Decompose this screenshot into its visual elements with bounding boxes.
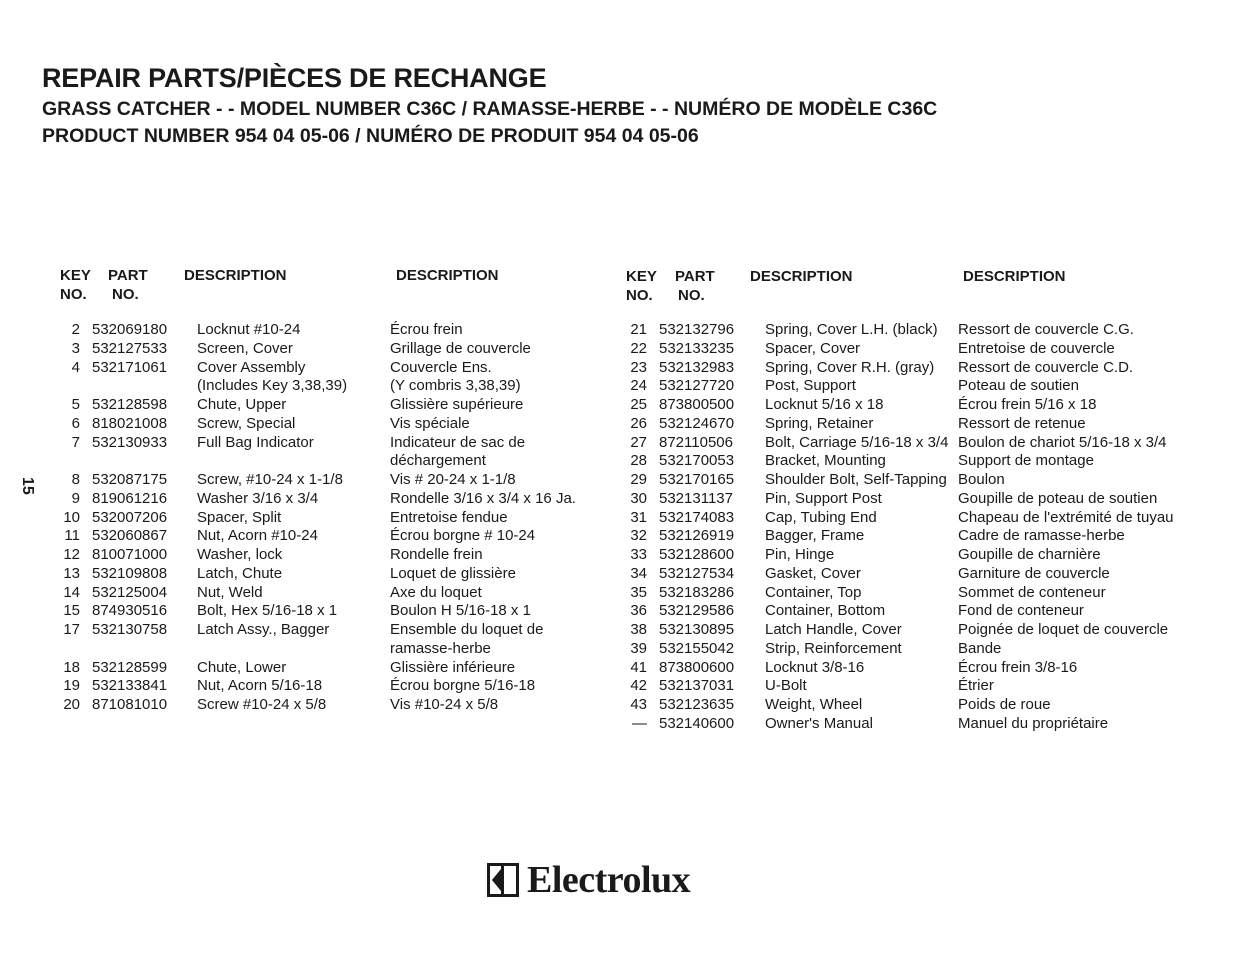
part-number-cell: 532123635 bbox=[659, 696, 735, 713]
table-row bbox=[54, 377, 599, 396]
table-row bbox=[54, 602, 599, 621]
table-row bbox=[54, 490, 599, 509]
logo-text: Electrolux bbox=[527, 859, 691, 901]
table-row bbox=[621, 452, 1231, 471]
description-fr-cell: Poteau de soutien bbox=[958, 377, 1079, 395]
table-row bbox=[621, 584, 1231, 603]
table-row bbox=[621, 565, 1231, 584]
table-row bbox=[621, 621, 1231, 640]
key-cell: 19 bbox=[63, 677, 80, 695]
description-fr-cell: déchargement bbox=[390, 452, 486, 470]
description-fr-cell: Rondelle frein bbox=[390, 546, 483, 563]
description-cell: Strip, Reinforcement bbox=[765, 639, 902, 657]
part-number-cell: 532007206 bbox=[92, 508, 168, 526]
description-fr-cell: ramasse-herbe bbox=[390, 639, 491, 657]
description-fr-cell: Goupille de poteau de soutien bbox=[958, 489, 1158, 507]
part-number-cell: 818021008 bbox=[92, 414, 168, 432]
description-fr-cell: Boulon H 5/16-18 x 1 bbox=[390, 602, 531, 620]
description-fr-cell: Couvercle Ens. bbox=[390, 358, 492, 376]
description-cell: Screw, #10-24 x 1-1/8 bbox=[197, 471, 343, 488]
description-fr-cell: Manuel du propriétaire bbox=[958, 714, 1109, 732]
description-cell: Cap, Tubing End bbox=[765, 508, 877, 526]
table-row bbox=[621, 715, 1231, 734]
table-row bbox=[621, 659, 1231, 678]
part-number-cell: 532130933 bbox=[92, 433, 168, 451]
description-fr-cell: Glissière supérieure bbox=[390, 396, 524, 413]
part-number-cell: 532127720 bbox=[659, 377, 735, 395]
description-cell: Locknut 5/16 x 18 bbox=[765, 396, 884, 413]
key-cell: 32 bbox=[630, 527, 647, 545]
description-cell: Latch Handle, Cover bbox=[765, 621, 902, 638]
table-row bbox=[621, 696, 1231, 715]
key-header: KEY bbox=[626, 268, 657, 285]
key-cell: 41 bbox=[630, 658, 647, 676]
description-cell: Cover Assembly bbox=[197, 358, 306, 376]
part-number-cell: 532127534 bbox=[659, 564, 735, 582]
part-number-cell: 532109808 bbox=[92, 564, 168, 582]
key-cell: 26 bbox=[630, 414, 647, 432]
key-cell: 2 bbox=[71, 321, 80, 338]
table-row bbox=[621, 546, 1231, 565]
key-cell: 27 bbox=[630, 433, 647, 451]
table-row bbox=[621, 527, 1231, 546]
description-cell: Container, Top bbox=[765, 583, 862, 601]
product-subtitle: PRODUCT NUMBER 954 04 05-06 / NUMÉRO DE PRODUIT 954 04 05-06 bbox=[42, 125, 699, 147]
description-header: DESCRIPTION bbox=[750, 268, 853, 285]
description-cell: Bolt, Carriage 5/16-18 x 3/4 bbox=[765, 433, 949, 451]
table-row bbox=[621, 396, 1231, 415]
description-fr-cell: Ressort de retenue bbox=[958, 414, 1086, 432]
description-fr-cell: Loquet de glissière bbox=[390, 564, 516, 582]
key-cell: 5 bbox=[71, 396, 80, 413]
description-cell: Spring, Cover L.H. (black) bbox=[765, 321, 938, 338]
description-fr-cell: Poignée de loquet de couvercle bbox=[958, 621, 1169, 638]
key-cell: 14 bbox=[63, 583, 80, 601]
part-number-cell: 532140600 bbox=[659, 714, 735, 732]
part-number-cell: 532131137 bbox=[659, 489, 733, 507]
description-cell: Chute, Upper bbox=[197, 396, 287, 413]
description-fr-cell: Axe du loquet bbox=[390, 583, 482, 601]
description-cell: Nut, Weld bbox=[197, 583, 263, 601]
electrolux-logo-icon bbox=[487, 863, 519, 897]
table-row bbox=[54, 321, 599, 340]
part-number-cell: 532087175 bbox=[92, 471, 168, 488]
description-fr-cell: Vis # 20-24 x 1-1/8 bbox=[390, 471, 516, 488]
key-cell: 7 bbox=[71, 433, 80, 451]
key-no-header: NO. bbox=[60, 286, 87, 303]
part-number-cell: 532133235 bbox=[659, 339, 735, 357]
key-cell: 34 bbox=[630, 564, 647, 582]
part-number-cell: 532060867 bbox=[92, 527, 168, 545]
description-fr-cell: Boulon bbox=[958, 471, 1005, 488]
table-row bbox=[621, 377, 1231, 396]
description-fr-cell: Écrou frein 5/16 x 18 bbox=[958, 396, 1097, 413]
part-number-cell: 532130895 bbox=[659, 621, 735, 638]
key-cell: 22 bbox=[630, 339, 647, 357]
key-cell: 36 bbox=[630, 602, 647, 620]
key-cell: 30 bbox=[630, 489, 647, 507]
part-header: PART bbox=[108, 267, 148, 284]
table-row bbox=[54, 659, 599, 678]
description-cell: Washer 3/16 x 3/4 bbox=[197, 489, 319, 507]
description-fr-cell: Cadre de ramasse-herbe bbox=[958, 527, 1125, 545]
part-number-cell: 532069180 bbox=[92, 321, 168, 338]
description-cell: Screw, Special bbox=[197, 414, 296, 432]
part-number-cell: 532124670 bbox=[659, 414, 735, 432]
table-row bbox=[54, 565, 599, 584]
description-fr-cell: Entretoise fendue bbox=[390, 508, 508, 526]
key-no-header: NO. bbox=[626, 287, 653, 304]
key-cell: 23 bbox=[630, 358, 647, 376]
key-cell: 39 bbox=[630, 639, 647, 657]
table-row bbox=[621, 509, 1231, 528]
key-cell: 10 bbox=[63, 508, 80, 526]
table-row bbox=[621, 677, 1231, 696]
table-row bbox=[621, 602, 1231, 621]
part-number-cell: 532133841 bbox=[92, 677, 168, 695]
table-row bbox=[54, 640, 599, 659]
part-header: PART bbox=[675, 268, 715, 285]
table-row bbox=[54, 415, 599, 434]
description-cell: Spring, Cover R.H. (gray) bbox=[765, 358, 935, 376]
description-cell: Gasket, Cover bbox=[765, 564, 861, 582]
description-fr-cell: Boulon de chariot 5/16-18 x 3/4 bbox=[958, 433, 1167, 451]
key-cell: 29 bbox=[630, 471, 647, 488]
description-fr-cell: (Y combris 3,38,39) bbox=[390, 377, 521, 395]
description-fr-cell: Entretoise de couvercle bbox=[958, 339, 1115, 357]
description-fr-cell: Garniture de couvercle bbox=[958, 564, 1110, 582]
page-title: REPAIR PARTS/PIÈCES DE RECHANGE bbox=[42, 63, 547, 93]
description-cell: (Includes Key 3,38,39) bbox=[197, 377, 348, 395]
part-number-cell: 532174083 bbox=[659, 508, 735, 526]
part-number-cell: 532129586 bbox=[659, 602, 735, 620]
description-fr-cell: Support de montage bbox=[958, 452, 1094, 470]
description-fr-cell: Ensemble du loquet de bbox=[390, 621, 544, 638]
part-number-cell: 532132983 bbox=[659, 358, 735, 376]
key-cell: 24 bbox=[630, 377, 647, 395]
table-row bbox=[54, 396, 599, 415]
description-cell: Spacer, Cover bbox=[765, 339, 861, 357]
part-number-cell: 532128599 bbox=[92, 658, 168, 676]
key-cell: 8 bbox=[71, 471, 80, 488]
description-cell: Locknut #10-24 bbox=[197, 321, 301, 338]
table-row bbox=[54, 452, 599, 471]
right-parts-table bbox=[621, 321, 1231, 734]
description-fr-cell: Écrou borgne 5/16-18 bbox=[390, 677, 536, 695]
part-no-header: NO. bbox=[112, 286, 139, 303]
description-cell: Post, Support bbox=[765, 377, 856, 395]
table-row bbox=[54, 434, 599, 453]
description-fr-header: DESCRIPTION bbox=[396, 267, 499, 284]
part-number-cell: 532126919 bbox=[659, 527, 735, 545]
key-cell: 31 bbox=[630, 508, 647, 526]
description-fr-cell: Étrier bbox=[958, 677, 994, 695]
part-number-cell: 532170165 bbox=[659, 471, 735, 488]
part-number-cell: 532132796 bbox=[659, 321, 735, 338]
description-cell: Pin, Hinge bbox=[765, 546, 835, 563]
table-row bbox=[54, 527, 599, 546]
right-table-header bbox=[626, 267, 1226, 307]
description-cell: Nut, Acorn 5/16-18 bbox=[197, 677, 323, 695]
model-subtitle: GRASS CATCHER - - MODEL NUMBER C36C / RAMASSE-HERBE - - NUMÉRO DE MODÈLE C36C bbox=[42, 98, 938, 120]
description-fr-cell: Écrou borgne # 10-24 bbox=[390, 527, 536, 545]
key-cell: 6 bbox=[71, 414, 80, 432]
description-cell: Nut, Acorn #10-24 bbox=[197, 527, 318, 545]
description-cell: Spring, Retainer bbox=[765, 414, 874, 432]
part-number-cell: 874930516 bbox=[92, 602, 168, 620]
description-cell: Bolt, Hex 5/16-18 x 1 bbox=[197, 602, 338, 620]
description-cell: Full Bag Indicator bbox=[197, 433, 314, 451]
key-header: KEY bbox=[60, 267, 91, 284]
description-fr-cell: Poids de roue bbox=[958, 696, 1051, 713]
part-number-cell: 532137031 bbox=[659, 677, 735, 695]
description-cell: Shoulder Bolt, Self-Tapping bbox=[765, 471, 947, 488]
key-cell: 38 bbox=[630, 621, 647, 638]
part-number-cell: 532130758 bbox=[92, 621, 168, 638]
table-row bbox=[621, 490, 1231, 509]
description-fr-cell: Vis #10-24 x 5/8 bbox=[390, 696, 499, 713]
brand-logo bbox=[487, 860, 690, 900]
description-cell: Screen, Cover bbox=[197, 339, 293, 357]
description-cell: Container, Bottom bbox=[765, 602, 886, 620]
description-fr-cell: Fond de conteneur bbox=[958, 602, 1084, 620]
key-cell: 28 bbox=[630, 452, 647, 470]
table-row bbox=[54, 584, 599, 603]
key-cell: 42 bbox=[630, 677, 647, 695]
description-fr-cell: Sommet de conteneur bbox=[958, 583, 1106, 601]
key-cell: 33 bbox=[630, 546, 647, 563]
description-cell: Bagger, Frame bbox=[765, 527, 865, 545]
part-number-cell: 532155042 bbox=[659, 639, 735, 657]
description-cell: Bracket, Mounting bbox=[765, 452, 886, 470]
key-cell: 18 bbox=[63, 658, 80, 676]
table-row bbox=[621, 359, 1231, 378]
key-cell: 20 bbox=[63, 696, 80, 713]
description-fr-cell: Rondelle 3/16 x 3/4 x 16 Ja. bbox=[390, 489, 576, 507]
key-cell: 3 bbox=[71, 339, 80, 357]
part-number-cell: 810071000 bbox=[92, 546, 168, 563]
table-row bbox=[54, 696, 599, 715]
part-number-cell: 819061216 bbox=[92, 489, 168, 507]
description-cell: Spacer, Split bbox=[197, 508, 282, 526]
description-fr-cell: Écrou frein bbox=[390, 321, 463, 338]
description-cell: Screw #10-24 x 5/8 bbox=[197, 696, 327, 713]
key-cell: 21 bbox=[630, 321, 647, 338]
key-cell: 9 bbox=[71, 489, 80, 507]
description-fr-cell: Écrou frein 3/8-16 bbox=[958, 658, 1078, 676]
table-row bbox=[54, 359, 599, 378]
part-number-cell: 532128600 bbox=[659, 546, 735, 563]
key-cell: 25 bbox=[630, 396, 647, 413]
part-number-cell: 532170053 bbox=[659, 452, 735, 470]
table-row bbox=[54, 546, 599, 565]
left-parts-table bbox=[54, 321, 599, 715]
description-fr-cell: Glissière inférieure bbox=[390, 658, 516, 676]
part-number-cell: 532125004 bbox=[92, 583, 168, 601]
description-cell: Pin, Support Post bbox=[765, 489, 882, 507]
description-cell: Latch, Chute bbox=[197, 564, 283, 582]
description-cell: Weight, Wheel bbox=[765, 696, 863, 713]
description-cell: Owner's Manual bbox=[765, 714, 873, 732]
description-cell: U-Bolt bbox=[765, 677, 807, 695]
description-header: DESCRIPTION bbox=[184, 267, 287, 284]
key-cell: 15 bbox=[63, 602, 80, 620]
description-fr-cell: Goupille de charnière bbox=[958, 546, 1101, 563]
key-cell: 35 bbox=[630, 583, 647, 601]
part-no-header: NO. bbox=[678, 287, 705, 304]
key-cell: 43 bbox=[630, 696, 647, 713]
key-cell: 12 bbox=[63, 546, 80, 563]
description-fr-cell: Grillage de couvercle bbox=[390, 339, 531, 357]
table-row bbox=[54, 509, 599, 528]
table-row bbox=[54, 340, 599, 359]
description-fr-cell: Ressort de couvercle C.D. bbox=[958, 358, 1134, 376]
description-fr-header: DESCRIPTION bbox=[963, 268, 1066, 285]
description-fr-cell: Vis spéciale bbox=[390, 414, 470, 432]
part-number-cell: 532127533 bbox=[92, 339, 168, 357]
key-cell: 11 bbox=[64, 527, 80, 545]
part-number-cell: 532183286 bbox=[659, 583, 735, 601]
description-fr-cell: Bande bbox=[958, 639, 1002, 657]
page-number: 15 bbox=[19, 477, 36, 495]
description-cell: Chute, Lower bbox=[197, 658, 287, 676]
key-cell: 17 bbox=[63, 621, 80, 638]
description-fr-cell: Indicateur de sac de bbox=[390, 433, 526, 451]
description-fr-cell: Chapeau de l'extrémité de tuyau bbox=[958, 508, 1174, 526]
table-row bbox=[621, 321, 1231, 340]
table-row bbox=[54, 621, 599, 640]
key-cell: — bbox=[632, 714, 647, 732]
key-cell: 13 bbox=[63, 564, 80, 582]
part-number-cell: 532171061 bbox=[92, 358, 168, 376]
left-table-header bbox=[60, 266, 600, 306]
table-row bbox=[621, 415, 1231, 434]
table-row bbox=[621, 340, 1231, 359]
key-cell: 4 bbox=[71, 358, 80, 376]
part-number-cell: 873800500 bbox=[659, 396, 735, 413]
table-row bbox=[54, 677, 599, 696]
description-fr-cell: Ressort de couvercle C.G. bbox=[958, 321, 1134, 338]
part-number-cell: 871081010 bbox=[92, 696, 168, 713]
table-row bbox=[621, 434, 1231, 453]
part-number-cell: 873800600 bbox=[659, 658, 735, 676]
description-cell: Washer, lock bbox=[197, 546, 283, 563]
part-number-cell: 532128598 bbox=[92, 396, 168, 413]
table-row bbox=[621, 640, 1231, 659]
table-row bbox=[54, 471, 599, 490]
part-number-cell: 872110506 bbox=[659, 433, 733, 451]
description-cell: Latch Assy., Bagger bbox=[197, 621, 330, 638]
description-cell: Locknut 3/8-16 bbox=[765, 658, 865, 676]
table-row bbox=[621, 471, 1231, 490]
